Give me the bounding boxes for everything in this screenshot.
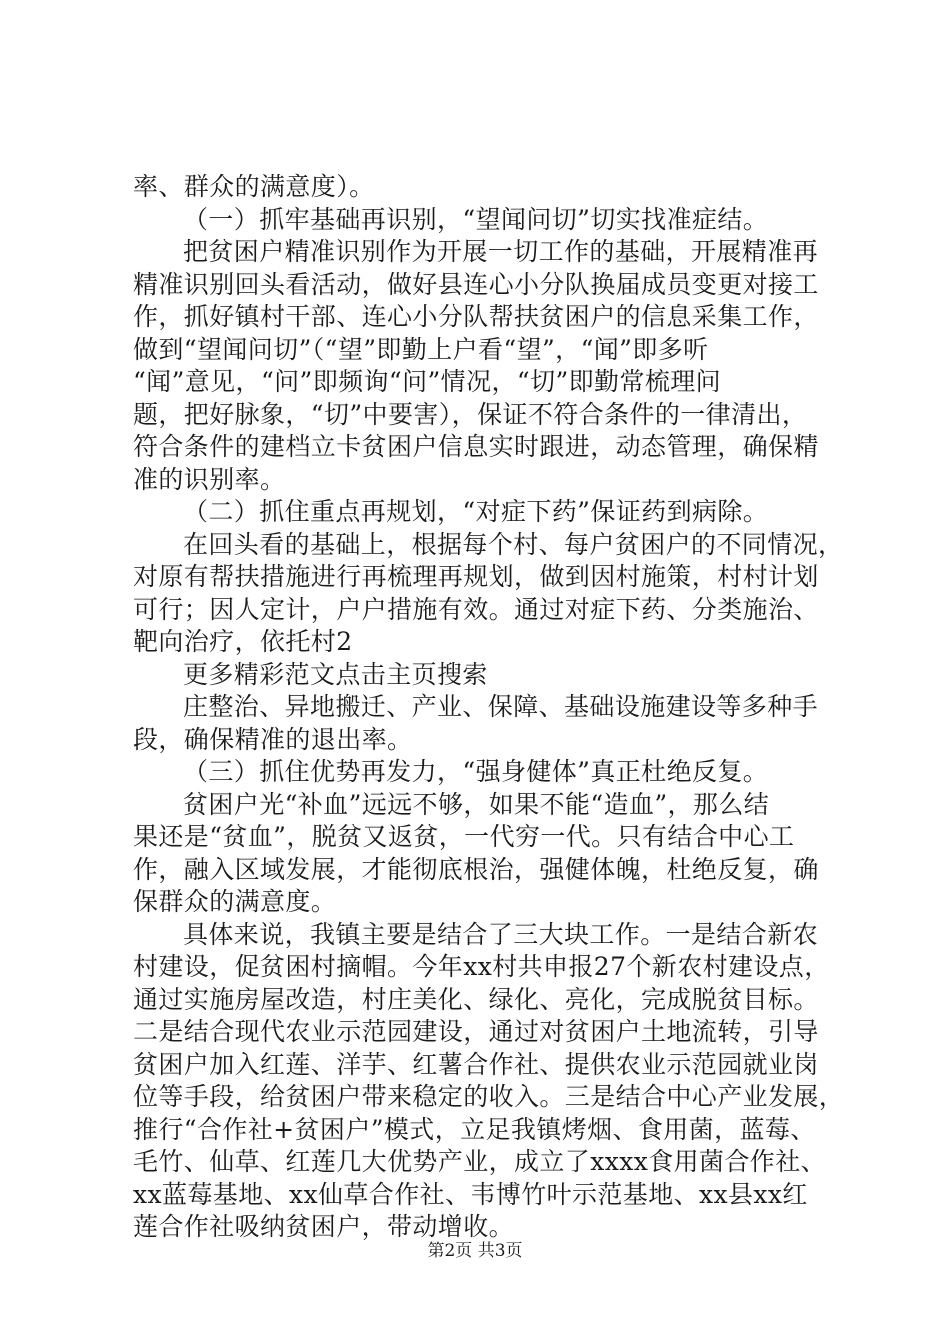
text-line: 具体来说，我镇主要是结合了三大块工作。一是结合新农: [183, 919, 819, 949]
text-line: 在回头看的基础上，根据每个村、每户贫困户的不同情况，: [183, 529, 844, 559]
text-line: 做到“望闻问切”（“望”即勤上户看“望”，“闻”即多听: [133, 334, 709, 364]
text-line: 庄整治、异地搬迁、产业、保障、基础设施建设等多种手: [183, 692, 819, 721]
promo-line: 更多精彩范文点击主页搜索: [183, 659, 488, 689]
text-line: 位等手段，给贫困户带来稳定的收入。三是结合中心产业发展，: [133, 1082, 845, 1111]
text-line: 推行“合作社+贫困户”模式，立足我镇烤烟、食用菌，蓝莓、: [133, 1114, 816, 1144]
text-line: 二是结合现代农业示范园建设，通过对贫困户土地流转，引导: [133, 1017, 819, 1046]
text-line: “闻”意见，“问”即频询“问”情况，“切”即勤常梳理问: [133, 367, 722, 396]
text-line: 作，抓好镇村干部、连心小分队帮扶贫困户的信息采集工作，: [133, 302, 819, 331]
text-line: 段，确保精准的退出率。: [133, 724, 413, 754]
text-line: 贫困户加入红莲、洋芋、红薯合作社、提供农业示范园就业岗: [133, 1049, 819, 1079]
text-line: 率、群众的满意度）。: [133, 172, 375, 201]
section-heading: （三）抓住优势再发力，“强身健体”真正杜绝反复。: [183, 757, 769, 786]
text-line: 靶向治疗，依托村2: [133, 627, 353, 656]
page-indicator: 第2页 共3页: [427, 1241, 523, 1261]
section-heading: （二）抓住重点再规划，“对症下药”保证药到病除。: [183, 497, 769, 526]
text-line: 准的识别率。: [133, 464, 286, 494]
text-line: 题，把好脉象，“切”中要害），保证不符合条件的一律清出，: [133, 399, 808, 429]
text-line: 通过实施房屋改造，村庄美化、绿化、亮化，完成脱贫目标。: [133, 984, 819, 1014]
text-line: 果还是“贫血”，脱贫又返贫，一代穷一代。只有结合中心工: [133, 822, 795, 851]
text-line: 把贫困户精准识别作为开展一切工作的基础，开展精准再: [183, 237, 819, 266]
text-line: xx蓝莓基地、xx仙草合作社、韦博竹叶示范基地、xx县xx红: [133, 1179, 808, 1209]
text-line: 精准识别回头看活动，做好县连心小分队换届成员变更对接工: [133, 269, 819, 299]
document-body: [133, 171, 845, 1244]
text-line: 保群众的满意度。: [133, 887, 337, 916]
text-line: 莲合作社吸纳贫困户，带动增收。: [133, 1212, 515, 1241]
text-line: 作，融入区域发展，才能彻底根治，强健体魄，杜绝反复，确: [133, 854, 819, 884]
section-heading: （一）抓牢基础再识别，“望闻问切”切实找准症结。: [183, 204, 769, 234]
text-line: 可行；因人定计，户户措施有效。通过对症下药、分类施治、: [133, 594, 819, 624]
text-line: 对原有帮扶措施进行再梳理再规划，做到因村施策，村村计划: [133, 562, 819, 591]
text-line: 村建设，促贫困村摘帽。今年xx村共申报27个新农村建设点，: [133, 952, 830, 981]
text-line: 毛竹、仙草、红莲几大优势产业，成立了xxxx食用菌合作社、: [133, 1147, 826, 1176]
text-line: 贫困户光“补血”远远不够，如果不能“造血”，那么结: [183, 789, 770, 819]
text-line: 符合条件的建档立卡贫困户信息实时跟进，动态管理，确保精: [133, 432, 819, 461]
